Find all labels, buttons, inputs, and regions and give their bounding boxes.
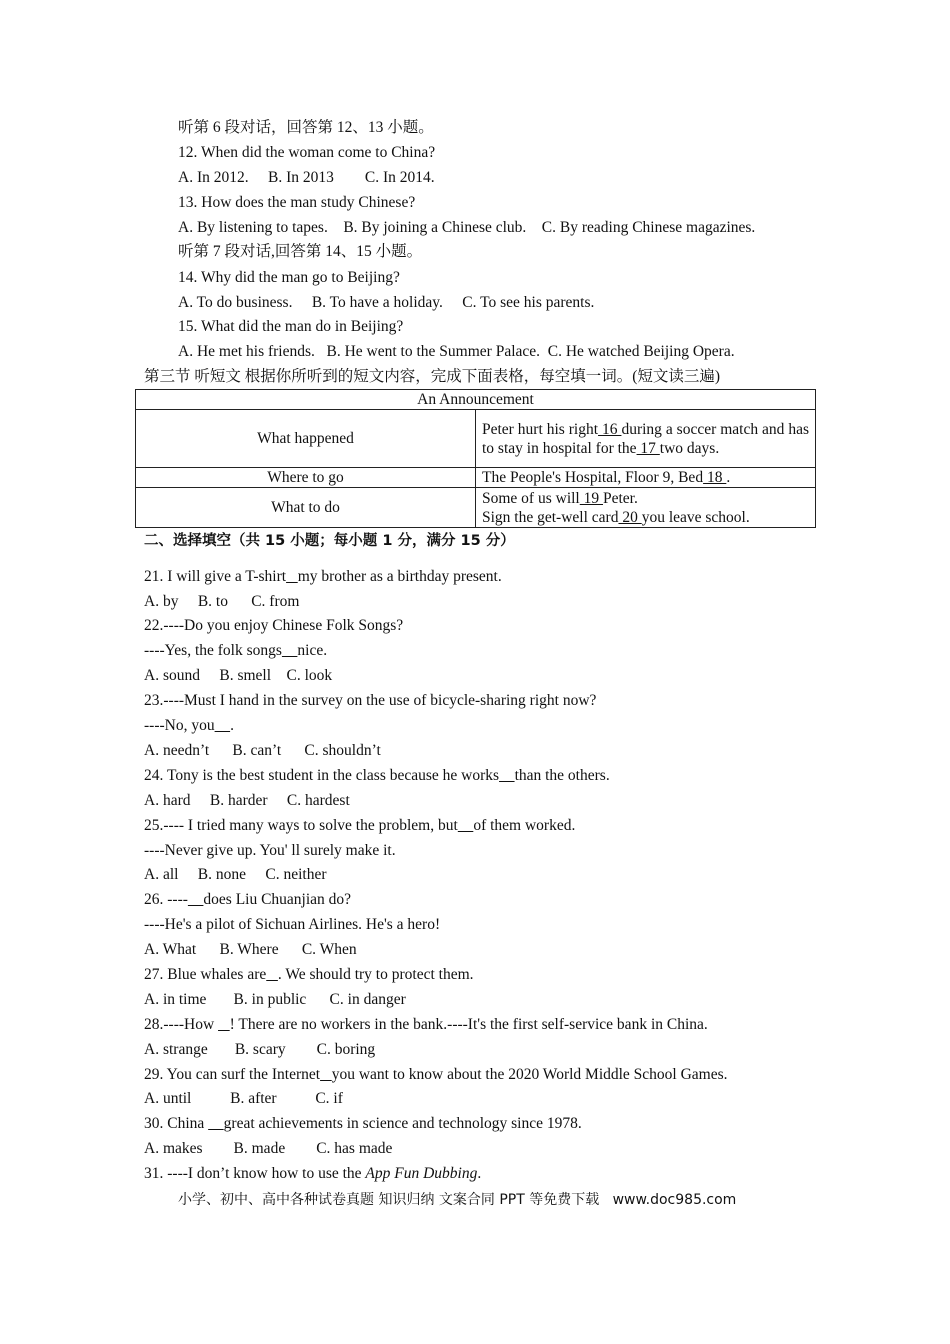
blank — [458, 817, 474, 834]
blank — [218, 1016, 230, 1033]
question-14-options: A. To do business. B. To have a holiday. C. To see his parents. — [178, 294, 595, 311]
question-27: 27. Blue whales are . We should try to protect them. — [144, 966, 474, 983]
question-23: 23.----Must I hand in the survey on the use of bicycle-sharing right now? — [144, 692, 597, 709]
question-31: 31. ----I don’t know how to use the App Fun Dubbing. — [144, 1165, 482, 1182]
row-label-what-to-do: What to do — [136, 488, 476, 528]
question-13-options: A. By listening to tapes. B. By joining a Chinese club. C. By reading Chinese magazines. — [178, 219, 756, 236]
question-22-response: ----Yes, the folk songs nice. — [144, 642, 328, 659]
question-23-response: ----No, you . — [144, 717, 234, 734]
question-24: 24. Tony is the best student in the class because he works than the others. — [144, 767, 610, 784]
dialogue-6-instruction: 听第 6 段对话，回答第 12、13 小题。 — [178, 119, 434, 136]
question-22: 22.----Do you enjoy Chinese Folk Songs? — [144, 617, 404, 634]
question-28-options: A. strange B. scary C. boring — [144, 1041, 376, 1058]
section-3-instruction: 第三节 听短文 根据你所听到的短文内容，完成下面表格，每空填一词。(短文读三遍) — [144, 368, 721, 385]
question-27-options: A. in time B. in public C. in danger — [144, 991, 406, 1008]
page-footer: 小学、初中、高中各种试卷真题 知识归纳 文案合同 PPT 等免费下载 www.doc985.com — [178, 1192, 737, 1208]
row-value-what-happened: Peter hurt his right 16 during a soccer match and has to stay in hospital for the 17 two days. — [476, 410, 816, 468]
question-22-options: A. sound B. smell C. look — [144, 667, 333, 684]
section-2-heading: 二、选择填空（共 15 小题；每小题 1 分，满分 15 分） — [144, 533, 515, 549]
question-21-options: A. by B. to C. from — [144, 593, 300, 610]
table-title: An Announcement — [136, 390, 816, 410]
question-21: 21. I will give a T-shirt my brother as a birthday present. — [144, 568, 502, 585]
blank — [208, 1115, 224, 1132]
blank — [320, 1066, 332, 1083]
question-14: 14. Why did the man go to Beijing? — [178, 269, 400, 286]
question-24-options: A. hard B. harder C. hardest — [144, 792, 350, 809]
question-15-options: A. He met his friends. B. He went to the Summer Palace. C. He watched Beijing Opera. — [178, 343, 735, 360]
blank-20: 20 — [618, 508, 642, 526]
blank-17: 17 — [636, 439, 660, 457]
row-value-what-to-do: Some of us will 19 Peter. Sign the get-well card 20 you leave school. — [476, 488, 816, 528]
row-value-where-to-go: The People's Hospital, Floor 9, Bed 18 . — [476, 468, 816, 488]
app-name: App Fun Dubbing — [365, 1165, 478, 1182]
question-25-response: ----Never give up. You' ll surely make it. — [144, 842, 396, 859]
question-25: 25.---- I tried many ways to solve the problem, but of them worked. — [144, 817, 576, 834]
blank — [215, 717, 231, 734]
question-15: 15. What did the man do in Beijing? — [178, 318, 404, 335]
blank-18: 18 — [703, 469, 727, 486]
blank — [286, 568, 298, 585]
question-13: 13. How does the man study Chinese? — [178, 194, 416, 211]
question-12-options: A. In 2012. B. In 2013 C. In 2014. — [178, 169, 435, 186]
question-25-options: A. all B. none C. neither — [144, 866, 327, 883]
dialogue-7-instruction: 听第 7 段对话,回答第 14、15 小题。 — [178, 243, 423, 260]
blank-16: 16 — [598, 420, 622, 438]
blank — [266, 966, 278, 983]
announcement-table — [135, 389, 816, 528]
question-26-response: ----He's a pilot of Sichuan Airlines. He's a hero! — [144, 916, 441, 933]
question-29-options: A. until B. after C. if — [144, 1090, 343, 1107]
question-29: 29. You can surf the Internet you want to know about the 2020 World Middle School Games. — [144, 1066, 728, 1083]
row-label-where-to-go: Where to go — [136, 468, 476, 488]
blank — [499, 767, 515, 784]
question-30: 30. China great achievements in science and technology since 1978. — [144, 1115, 582, 1132]
question-26-options: A. What B. Where C. When — [144, 941, 357, 958]
question-26: 26. ---- does Liu Chuanjian do? — [144, 891, 352, 908]
question-28: 28.----How ! There are no workers in the bank.----It's the first self-service bank in China. — [144, 1016, 708, 1033]
blank — [188, 891, 204, 908]
blank — [282, 642, 298, 659]
blank-19: 19 — [579, 489, 603, 507]
question-12: 12. When did the woman come to China? — [178, 144, 436, 161]
question-23-options: A. needn’t B. can’t C. shouldn’t — [144, 742, 381, 759]
question-30-options: A. makes B. made C. has made — [144, 1140, 393, 1157]
row-label-what-happened: What happened — [136, 410, 476, 468]
